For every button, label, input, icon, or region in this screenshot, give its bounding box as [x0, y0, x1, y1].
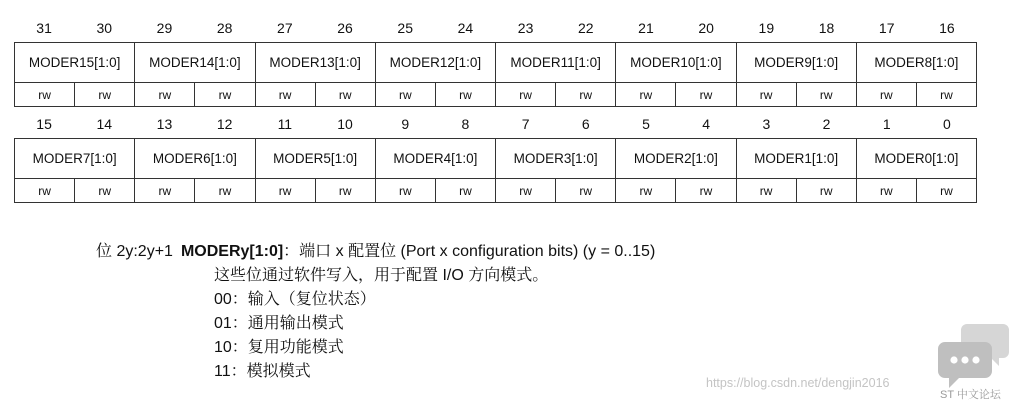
access-type-cell: rw: [676, 83, 736, 107]
access-type-cell: rw: [375, 83, 435, 107]
access-type-cell: rw: [75, 179, 135, 203]
access-type-cell: rw: [796, 83, 856, 107]
register-field-cell: MODER5[1:0]: [255, 139, 375, 179]
bit-number: 16: [939, 20, 955, 36]
bit-number: 18: [818, 20, 835, 36]
access-type-cell: rw: [616, 83, 676, 107]
bit-number: 19: [758, 20, 775, 36]
register-field-cell: MODER12[1:0]: [375, 43, 495, 83]
access-type-cell: rw: [916, 179, 976, 203]
bit-number: 0: [943, 116, 951, 132]
bit-number: 9: [401, 116, 410, 132]
bit-number: 12: [216, 116, 233, 132]
register-field-cell: MODER2[1:0]: [616, 139, 736, 179]
bit-number: 28: [216, 20, 233, 36]
bit-number: 4: [702, 116, 711, 132]
bit-number: 26: [337, 20, 353, 36]
register-field-cell: MODER13[1:0]: [255, 43, 375, 83]
bit-number: 25: [397, 20, 413, 36]
bit-number: 8: [461, 116, 470, 132]
bit-number: 21: [638, 20, 654, 36]
description-heading: [96, 240, 816, 264]
register-field-cell: MODER15[1:0]: [15, 43, 135, 83]
bit-number: 30: [96, 20, 113, 36]
bit-number: 6: [581, 116, 590, 132]
access-type-cell: rw: [796, 179, 856, 203]
access-type-cell: rw: [15, 179, 75, 203]
register-field-cell: MODER11[1:0]: [496, 43, 616, 83]
access-type-cell: rw: [556, 179, 616, 203]
bit-number: 27: [277, 20, 293, 36]
access-type-cell: rw: [315, 83, 375, 107]
mode-option: 01：通用输出模式: [214, 315, 344, 332]
access-type-cell: rw: [375, 179, 435, 203]
register-field-cell: MODER1[1:0]: [736, 139, 856, 179]
mode-option: 10：复用功能模式: [214, 339, 344, 356]
logo-text: ST 中文论坛: [940, 389, 1001, 401]
access-type-cell: rw: [435, 179, 495, 203]
bit-number: 24: [457, 20, 474, 36]
access-type-cell: rw: [556, 83, 616, 107]
bit-position: 位 2y:2y+1: [96, 243, 173, 260]
upper-bit-numbers: [14, 18, 977, 38]
register-field-cell: MODER6[1:0]: [135, 139, 255, 179]
field-description: [96, 240, 816, 384]
register-field-cell: MODER14[1:0]: [135, 43, 255, 83]
description-title: ：端口 x 配置位 (Port x configuration bits) (y = 0..15): [283, 243, 656, 260]
lower-register-table: [14, 138, 977, 203]
register-field-cell: MODER3[1:0]: [496, 139, 616, 179]
register-field-cell: MODER4[1:0]: [375, 139, 495, 179]
access-type-cell: rw: [195, 179, 255, 203]
bit-number: 10: [337, 116, 353, 132]
access-type-cell: rw: [75, 83, 135, 107]
mode-option: 00：输入（复位状态）: [214, 291, 376, 308]
access-type-cell: rw: [736, 179, 796, 203]
watermark-url: https://blog.csdn.net/dengjin2016: [706, 376, 890, 390]
bit-number: 7: [521, 116, 530, 132]
access-type-cell: rw: [916, 83, 976, 107]
register-field-cell: MODER10[1:0]: [616, 43, 736, 83]
access-type-cell: rw: [856, 83, 916, 107]
bit-number: 11: [277, 116, 293, 132]
bit-number: 5: [642, 116, 650, 132]
bit-number: 2: [822, 116, 831, 132]
bit-number: 31: [36, 20, 52, 36]
upper-field-row: [15, 43, 977, 83]
access-type-cell: rw: [255, 179, 315, 203]
access-type-cell: rw: [676, 179, 736, 203]
register-field-cell: MODER7[1:0]: [15, 139, 135, 179]
access-type-cell: rw: [435, 83, 495, 107]
register-field-cell: MODER8[1:0]: [856, 43, 976, 83]
access-type-cell: rw: [195, 83, 255, 107]
bit-number: 29: [156, 20, 173, 36]
access-type-cell: rw: [496, 179, 556, 203]
access-type-cell: rw: [496, 83, 556, 107]
register-field-cell: MODER0[1:0]: [856, 139, 976, 179]
mode-option: 11：模拟模式: [214, 363, 311, 380]
upper-register-table: [14, 42, 977, 107]
bit-number: 14: [96, 116, 113, 132]
bit-number: 23: [517, 20, 534, 36]
access-type-cell: rw: [616, 179, 676, 203]
access-type-cell: rw: [135, 83, 195, 107]
bit-number: 1: [882, 116, 891, 132]
access-type-cell: rw: [135, 179, 195, 203]
access-type-cell: rw: [736, 83, 796, 107]
bit-number: 15: [36, 116, 52, 132]
upper-access-row: [15, 83, 977, 107]
bit-number: 20: [698, 20, 714, 36]
bit-number: 13: [156, 116, 173, 132]
register-field-cell: MODER9[1:0]: [736, 43, 856, 83]
lower-access-row: [15, 179, 977, 203]
access-type-cell: rw: [856, 179, 916, 203]
description-intro: 这些位通过软件写入，用于配置 I/O 方向模式。: [214, 267, 549, 284]
access-type-cell: rw: [15, 83, 75, 107]
lower-bit-numbers: [14, 114, 977, 134]
bit-number: 3: [762, 116, 771, 132]
field-name: MODERy[1:0]: [180, 243, 284, 260]
lower-field-row: [15, 139, 977, 179]
bit-number: 17: [878, 20, 895, 36]
access-type-cell: rw: [255, 83, 315, 107]
access-type-cell: rw: [315, 179, 375, 203]
bit-number: 22: [577, 20, 594, 36]
